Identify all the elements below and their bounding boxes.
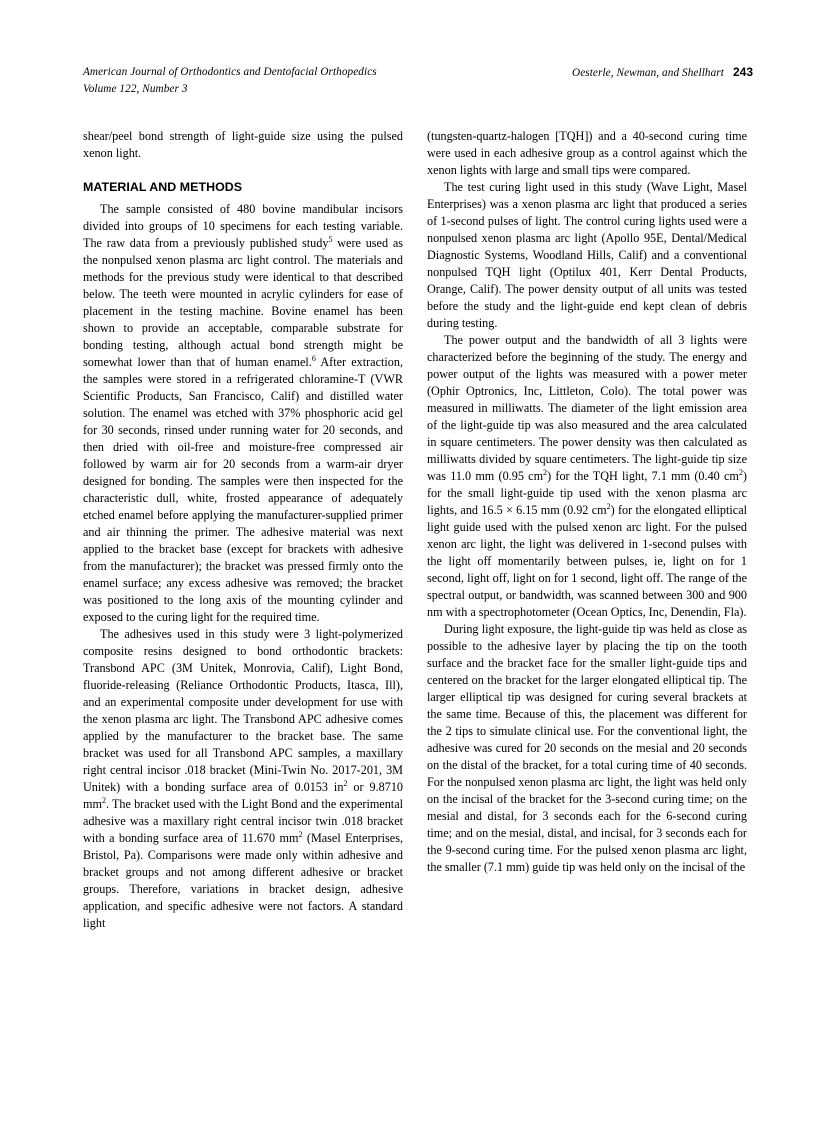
- right-column: [427, 128, 747, 876]
- paragraph-power-text-3: ) for the small light-guide tip used with the xenon plasma arc lights, and 16.5 × 6.15 mm (0.92 cm: [427, 469, 747, 517]
- spacer-before-heading: [83, 162, 403, 179]
- superscript-cm2-2: 2: [738, 467, 743, 477]
- paragraph-sample-text-2: were used as the nonpulsed xenon plasma arc light control. The materials and methods for the previous study were identical to that described below. The teeth were mounted in acrylic cylinders for ease of placement in the testing machine. Bovine enamel has been shown to provide an acceptable, comparable substrate for bonding testing, although actual bond strength might be somewhat lower than that of human enamel.: [83, 236, 404, 369]
- paragraph-power-output: [427, 332, 747, 621]
- left-column: [83, 128, 403, 932]
- journal-volume-issue: Volume 122, Number 3: [83, 83, 188, 95]
- running-head-journal: [83, 64, 503, 98]
- running-head: [83, 64, 753, 100]
- paragraph-sample-text-1: The sample consisted of 480 bovine mandibular incisors divided into groups of 10 specimens for each testing variable. The raw data from a previously published study: [83, 202, 403, 250]
- paragraph-sample: [83, 201, 403, 626]
- superscript-square-mm-2: 2: [298, 829, 303, 839]
- paragraph-sample-text-3: After extraction, the samples were stored in a refrigerated chloramine-T (VWR Scientific Products, San Francisco, Calif) and distilled water solution. The enamel was etched with 37% phosphoric acid gel for 30 seconds, rinsed under running water for 20 seconds, and then dried with oil-free and moisture-free compressed air followed by warm air for 20 seconds from a warm-air dryer designed for bonding. The samples were then inspected for the characteristic dull, white, frosted appearance of adequately etched enamel before applying the manufacturer-supplied primer and air thinning the primer. The adhesive material was next applied to the bracket base (except for brackets with adhesive from the manufacturer); the bracket was pressed firmly onto the enamel surface; any excess adhesive was removed; the bracket was positioned to the long axis of the mounting cylinder and exposed to the curing light for the required time.: [83, 355, 403, 624]
- section-heading-material-and-methods: MATERIAL AND METHODS: [83, 180, 243, 194]
- paragraph-tqh-control: (tungsten-quartz-halogen [TQH]) and a 40-second curing time were used in each adhesive group as a control against which the xenon lights with large and small tips were compared.: [427, 129, 747, 177]
- paragraph-light-exposure: During light exposure, the light-guide tip was held as close as possible to the adhesive layer by placing the tip on the tooth surface and the bracket face for the smaller light-guide tips and centered on the bracket for the larger elongated elliptical tip. The larger elliptical tip was designed for curing several brackets at the same time. Because of this, the placement was different for the 2 tips to simulate clinical use. For the conventional light, the adhesive was cured for 20 seconds on the mesial and 20 seconds on the distal of the bracket, for a total curing time of 40 seconds. For the nonpulsed xenon plasma arc light, the light was held only on the incisal of the bracket for the 3-second curing time; on the mesial and distal, for 3 seconds each for the 6-second curing time; and on the mesial, distal, and incisal, for 3 seconds each for the 9-second curing time. For the pulsed xenon plasma arc light, the smaller (7.1 mm) guide tip was held only on the incisal of the: [427, 622, 747, 874]
- author-names: Oesterle, Newman, and Shellhart: [572, 67, 724, 79]
- page-number: 243: [732, 65, 753, 79]
- paragraph-power-text-1: The power output and the bandwidth of all 3 lights were characterized before the beginning of the study. The energy and power output of the lights was measured with a power meter (Ophir Optronics, Inc, Littleton, Colo). The total power was measured in milliwatts. The diameter of the light emission area of the light-guide tip was also measured and the area calculated in square centimeters. The power density was then calculated as milliwatts divided by square centimeters. The light-guide tip size was 11.0 mm (0.95 cm: [427, 333, 747, 483]
- running-head-authors-page: [572, 64, 753, 82]
- journal-title: American Journal of Orthodontics and Dentofacial Orthopedics: [83, 66, 377, 78]
- body-columns: [83, 128, 753, 1048]
- paragraph-adhesives-text-3: . The bracket used with the Light Bond and the experimental adhesive was a maxillary right central incisor twin .018 bracket with a bonding surface area of 11.670 mm: [83, 797, 403, 845]
- paragraph-adhesives: [83, 626, 403, 932]
- superscript-square-inches: 2: [343, 778, 348, 788]
- reference-marker-6: 6: [311, 353, 316, 363]
- superscript-cm2-3: 2: [606, 501, 611, 511]
- paragraph-adhesives-text-2: or 9.8710 mm: [83, 780, 404, 811]
- superscript-square-mm-1: 2: [101, 795, 106, 805]
- superscript-cm2-1: 2: [543, 467, 548, 477]
- paragraph-power-text-2: ) for the TQH light, 7.1 mm (0.40 cm: [547, 469, 739, 483]
- paragraph-continued: shear/peel bond strength of light-guide size using the pulsed xenon light.: [83, 129, 403, 160]
- paragraph-test-curing-light: The test curing light used in this study (Wave Light, Masel Enterprises) was a xenon plasma arc light that produced a series of 1-second pulses of light. The control curing lights used were a nonpulsed xenon plasma arc light (Apollo 95E, Dental/Medical Diagnostic Systems, Woodland Hills, Calif) and a conventional nonpulsed TQH light (Optilux 401, Kerr Dental Products, Orange, Calif). The power density output of all units was tested before the study and the light-guide end kept clean of debris during testing.: [427, 180, 747, 330]
- paragraph-adhesives-text-1: The adhesives used in this study were 3 light-polymerized composite resins designed to bond orthodontic brackets: Transbond APC (3M Unitek, Monrovia, Calif), Light Bond, fluoride-releasing (Reliance Orthodontic Products, Itasca, Ill), and an experimental composite under development for use with the xenon plasma arc light. The Transbond APC adhesive comes applied by the manufacturer to the bracket base. The same bracket was used for all Transbond APC samples, a maxillary right central incisor .018 bracket (Mini-Twin No. 2017-201, 3M Unitek) with a bonding surface area of 0.0153 in: [83, 627, 403, 794]
- paragraph-adhesives-text-4: (Masel Enterprises, Bristol, Pa). Comparisons were made only within adhesive and bracket groups and not among different adhesive or bracket groups. Therefore, variations in bracket design, adhesive application, and specific adhesive were not factors. A standard light: [83, 831, 403, 930]
- paragraph-power-text-4: ) for the elongated elliptical light guide used with the pulsed xenon arc light. For the pulsed xenon arc light, the light was delivered in 1-second pulses with the light off momentarily between pulses, ie, light on for 1 second, light off, light on for 1 second, light off. The range of the spectral output, or bandwidth, was scanned between 300 and 900 nm with a spectrophotometer (Ocean Optics, Inc, Denendin, Fla).: [427, 503, 747, 619]
- reference-marker-5: 5: [328, 234, 333, 244]
